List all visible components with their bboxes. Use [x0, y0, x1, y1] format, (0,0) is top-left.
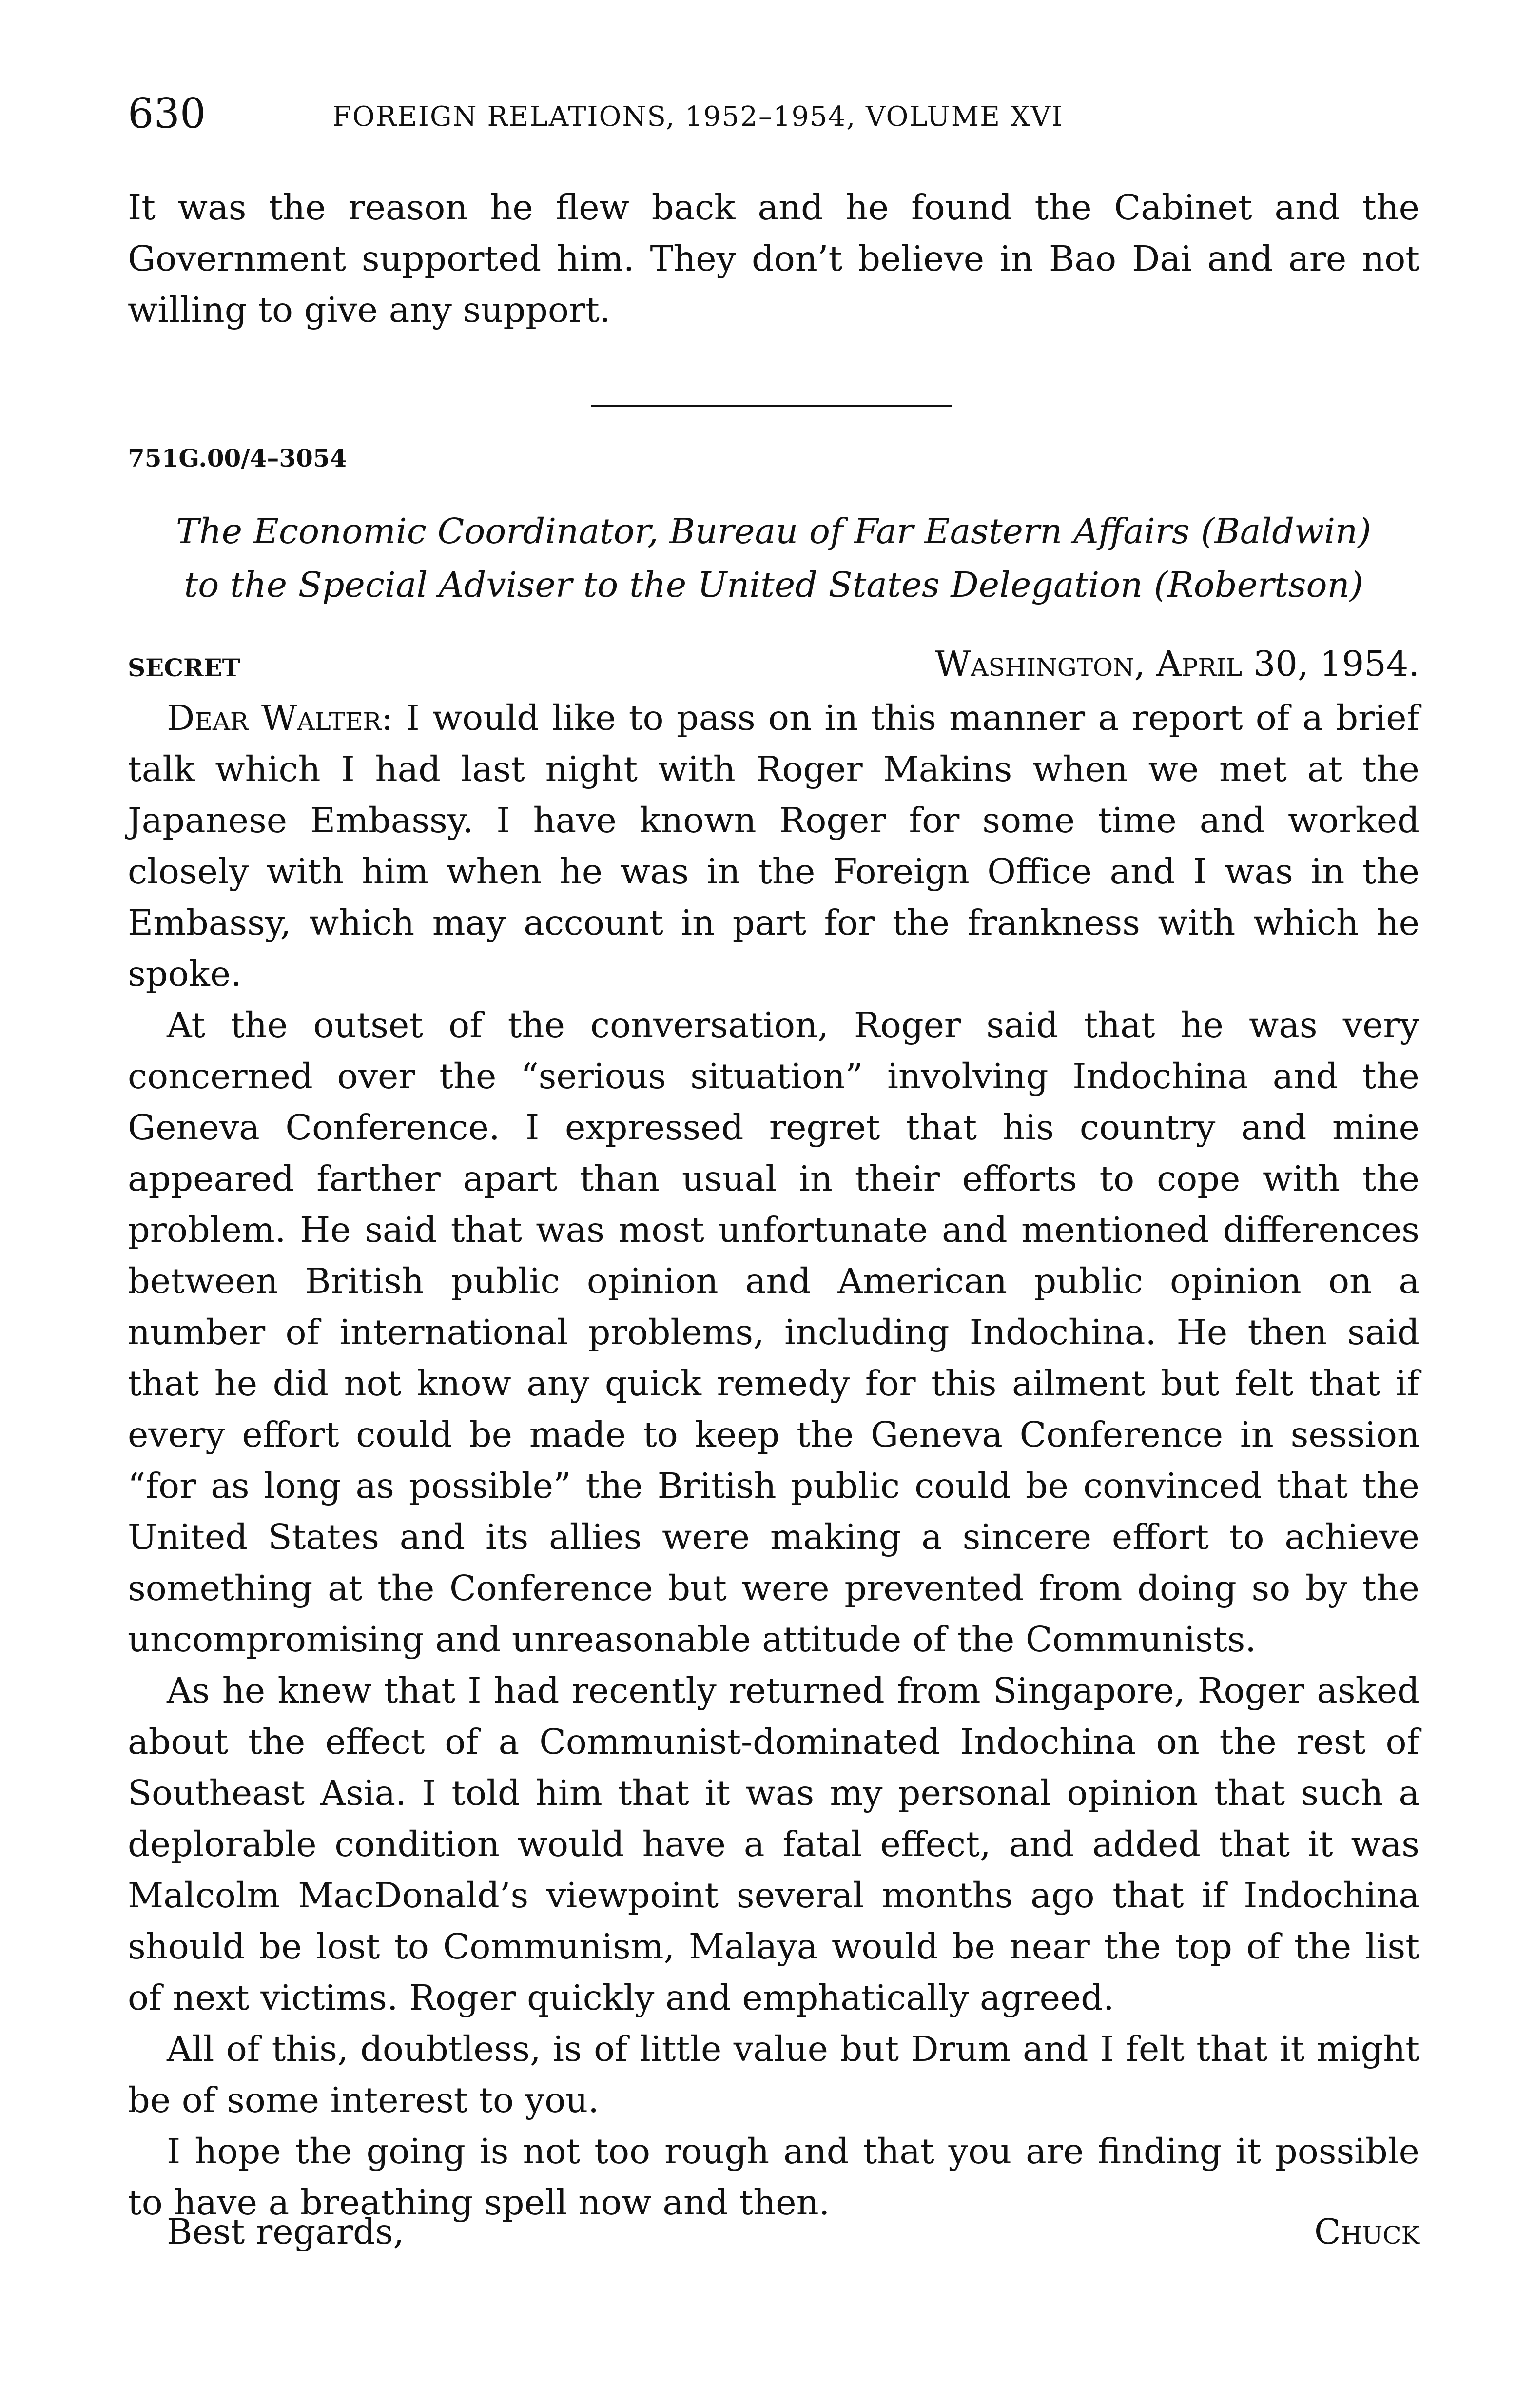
letter-paragraph: At the outset of the conversation, Roger said that he was very concerned over the “serious situation” involving Indochina and the Geneva Conference. I expressed regret that his country and mine appeared farther apart than usual in their efforts to cope with the problem. He said that was most unfortunate and mentioned differences between British public opinion and American public opinion on a number of international problems, including Indochina. He then said that he did not know any quick remedy for this ailment but felt that if every effort could be made to keep the Geneva Conference in session “for as long as possible” the British public could be convinced that the United States and its allies were making a sincere effort to achieve something at the Conference but were prevented from doing so by the uncompromising and unreasonable attitude of the Communists. [128, 1005, 1419, 1660]
letter-paragraph: All of this, doubtless, is of little value but Drum and I felt that it might be of some interest to you. [128, 2029, 1419, 2120]
document-title [128, 505, 1419, 612]
signature: Chuck [1314, 2212, 1419, 2252]
running-head: FOREIGN RELATIONS, 1952–1954, VOLUME XVI [332, 101, 1064, 133]
letter-paragraph: I hope the going is not too rough and that you are finding it possible to have a breathing spell now and then. [128, 2131, 1419, 2223]
closing-phrase: Best regards, [167, 2212, 405, 2252]
letter-paragraph: As he knew that I had recently returned from Singapore, Roger asked about the effect of a Communist-dominated Indochina on the rest of Southeast Asia. I told him that it was my personal opinion that such a deplorable condition would have a fatal effect, and added that it was Malcolm MacDonald’s viewpoint several months ago that if Indochina should be lost to Communism, Malaya would be near the top of the list of next victims. Roger quickly and emphatically agreed. [128, 1670, 1419, 2018]
carryover-text [128, 182, 1419, 335]
page-number: 630 [128, 90, 206, 137]
carryover-paragraph: It was the reason he flew back and he found the Cabinet and the Government supported him. They don’t believe in Bao Dai and are not willing to give any support. [128, 187, 1419, 330]
document-title-line-1: The Economic Coordinator, Bureau of Far Eastern Affairs (Baldwin) [175, 511, 1372, 551]
document-meta [128, 640, 1419, 688]
paragraph-text: I would like to pass on in this manner a report of a brief talk which I had last night with Roger Makins when we met at the Japanese Embassy. I have known Roger for some time and worked closely with him when he was in the Foreign Office and I was in the Embassy, which may account in part for the frankness with which he spoke. [128, 698, 1420, 994]
classification-label: SECRET [128, 653, 240, 682]
salutation: Dear Walter: [167, 698, 393, 738]
page-header [128, 87, 1419, 145]
document-title-line-2: to the Special Adviser to the United States Delegation (Robertson) [184, 565, 1363, 605]
letter-body [128, 692, 1419, 2228]
section-divider [591, 405, 952, 407]
letter-closing [128, 2206, 1419, 2260]
document-file-number: 751G.00/4–3054 [128, 444, 347, 472]
letter-paragraph [128, 692, 1419, 999]
dateline: Washington, April 30, 1954. [934, 644, 1419, 684]
